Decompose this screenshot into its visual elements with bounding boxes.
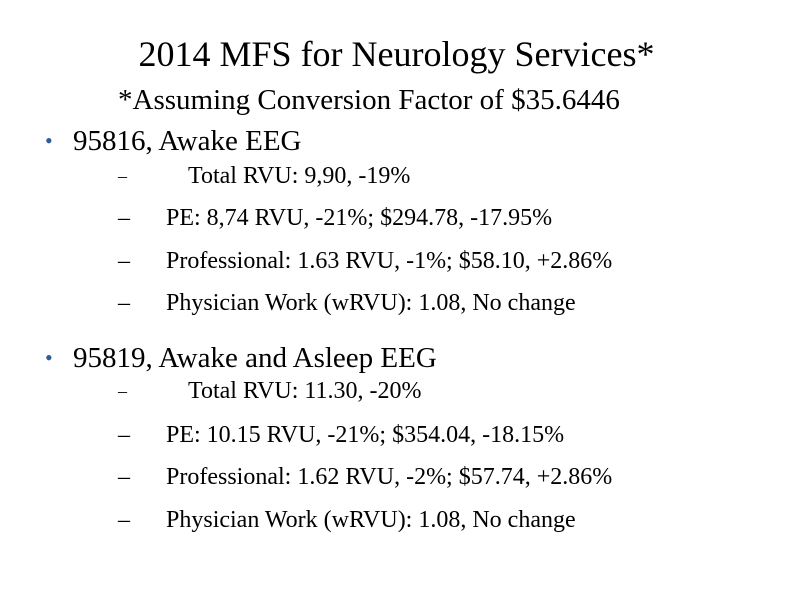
sub-marker: – <box>118 248 130 274</box>
sub-text: Professional: 1.63 RVU, -1%; $58.10, +2.86% <box>166 248 613 274</box>
sub-text: Total RVU: 9,90, -19% <box>188 163 411 189</box>
bullet-text: 95816, Awake EEG <box>73 125 302 157</box>
bullet-marker: • <box>45 345 53 370</box>
sub-marker: – <box>118 381 127 401</box>
sub-text: Physician Work (wRVU): 1.08, No change <box>166 507 576 533</box>
sub-marker: – <box>118 507 130 533</box>
sub-text: Professional: 1.62 RVU, -2%; $57.74, +2.86% <box>166 464 613 490</box>
bullet-text: 95819, Awake and Asleep EEG <box>73 342 437 374</box>
sub-marker: – <box>118 290 130 316</box>
slide-subtitle: *Assuming Conversion Factor of $35.6446 <box>118 84 620 116</box>
sub-marker: – <box>118 205 130 231</box>
sub-text: PE: 10.15 RVU, -21%; $354.04, -18.15% <box>166 422 565 448</box>
sub-marker: – <box>118 166 127 186</box>
sub-text: PE: 8,74 RVU, -21%; $294.78, -17.95% <box>166 205 553 231</box>
slide-title: 2014 MFS for Neurology Services* <box>138 34 655 74</box>
sub-text: Total RVU: 11.30, -20% <box>188 378 422 404</box>
bullet-marker: • <box>45 128 53 153</box>
sub-marker: – <box>118 422 130 448</box>
sub-marker: – <box>118 464 130 490</box>
sub-text: Physician Work (wRVU): 1.08, No change <box>166 290 576 316</box>
